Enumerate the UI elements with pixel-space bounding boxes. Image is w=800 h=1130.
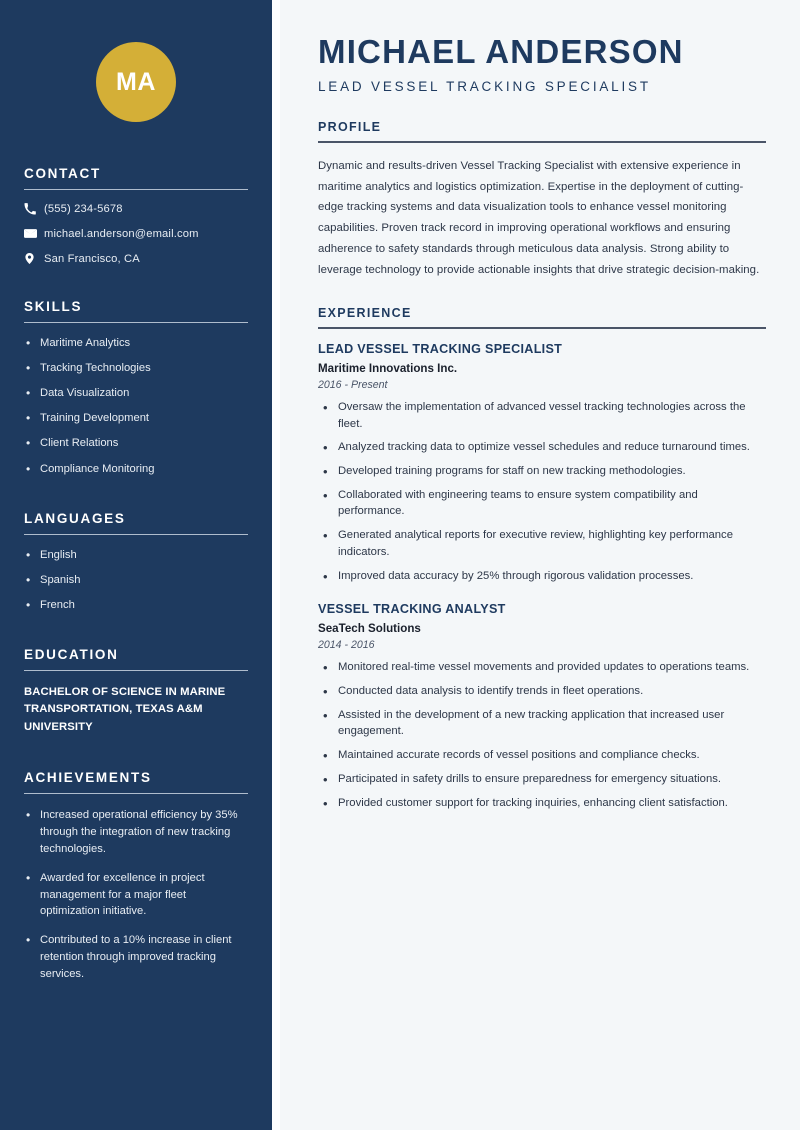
experience-company: Maritime Innovations Inc. bbox=[318, 361, 458, 375]
languages-divider bbox=[24, 534, 248, 535]
list-item: • Conducted data analysis to identify trends in fleet operations. bbox=[320, 683, 766, 700]
column-gap bbox=[272, 0, 280, 1130]
profile-section bbox=[318, 120, 766, 280]
list-item: • Awarded for excellence in project management for a major fleet optimization initiative. bbox=[24, 870, 248, 920]
list-item: • Participated in safety drills to ensure preparedness for emergency situations. bbox=[320, 771, 766, 788]
education-divider bbox=[24, 670, 248, 671]
education-section bbox=[24, 647, 248, 737]
contact-email-value: michael.anderson@email.com bbox=[44, 227, 199, 240]
experience-dates: 2014 - 2016 bbox=[318, 639, 375, 652]
languages-list bbox=[24, 548, 248, 613]
list-item: • Maintained accurate records of vessel positions and compliance checks. bbox=[320, 747, 766, 764]
experience-role: LEAD VESSEL TRACKING SPECIALIST bbox=[318, 341, 563, 356]
list-item: • Client Relations bbox=[24, 436, 248, 451]
experience-entry bbox=[318, 602, 766, 811]
list-item: • Oversaw the implementation of advanced vessel tracking technologies across the fleet. bbox=[320, 399, 766, 432]
list-item: • Increased operational efficiency by 35% through the integration of new tracking technologies. bbox=[24, 807, 248, 857]
list-item: • Tracking Technologies bbox=[24, 361, 248, 376]
sidebar bbox=[0, 0, 272, 1130]
experience-bullets bbox=[318, 659, 766, 811]
languages-section bbox=[24, 511, 248, 613]
avatar: MA bbox=[96, 42, 176, 122]
envelope-icon bbox=[24, 227, 44, 240]
location-pin-icon bbox=[24, 252, 44, 265]
contact-divider bbox=[24, 189, 248, 190]
list-item: • Monitored real-time vessel movements and provided updates to operations teams. bbox=[320, 659, 766, 676]
skills-heading: SKILLS bbox=[24, 299, 83, 314]
list-item: • Developed training programs for staff on new tracking methodologies. bbox=[320, 463, 766, 480]
profile-text: Dynamic and results-driven Vessel Tracking Specialist with extensive experience in maritime analytics and logistics optimization. Expertise in the deployment of cutting-edge tracking systems and data visualization tools to enhance vessel monitoring capabilities. Proven track record in improving operational workflows and ensuring adherence to safety standards through meticulous data analysis. Strong ability to leverage technology to provide actionable insights that drive strategic decision-making. bbox=[318, 159, 760, 276]
page-title: MICHAEL ANDERSON bbox=[318, 33, 684, 70]
contact-item-email[interactable] bbox=[24, 227, 248, 240]
list-item: • Generated analytical reports for executive review, highlighting key performance indicators. bbox=[320, 527, 766, 560]
list-item: • Collaborated with engineering teams to ensure system compatibility and performance. bbox=[320, 487, 766, 520]
list-item: • Contributed to a 10% increase in client retention through improved tracking services. bbox=[24, 932, 248, 982]
list-item: • English bbox=[24, 548, 248, 563]
contact-section bbox=[24, 166, 248, 265]
list-item: • Spanish bbox=[24, 573, 248, 588]
main-content bbox=[280, 0, 800, 1130]
list-item: • Improved data accuracy by 25% through rigorous validation processes. bbox=[320, 568, 766, 585]
list-item: • Data Visualization bbox=[24, 386, 248, 401]
list-item: • Provided customer support for tracking inquiries, enhancing client satisfaction. bbox=[320, 795, 766, 812]
contact-item-location[interactable] bbox=[24, 252, 248, 265]
education-heading: EDUCATION bbox=[24, 646, 119, 662]
headline: LEAD VESSEL TRACKING SPECIALIST bbox=[318, 79, 651, 95]
experience-entry bbox=[318, 342, 766, 584]
contact-location-value: San Francisco, CA bbox=[44, 252, 140, 265]
list-item: • Training Development bbox=[24, 411, 248, 426]
experience-bullets bbox=[318, 399, 766, 584]
achievements-section bbox=[24, 770, 248, 982]
experience-role: VESSEL TRACKING ANALYST bbox=[318, 602, 506, 617]
languages-heading: LANGUAGES bbox=[24, 510, 126, 526]
experience-section bbox=[318, 306, 766, 811]
contact-heading: CONTACT bbox=[24, 166, 101, 181]
profile-divider bbox=[318, 141, 766, 143]
skills-divider bbox=[24, 322, 248, 323]
list-item: • Compliance Monitoring bbox=[24, 462, 248, 477]
education-entry: BACHELOR OF SCIENCE IN MARINE TRANSPORTATION, TEXAS A&M UNIVERSITY bbox=[24, 685, 226, 733]
achievements-heading: ACHIEVEMENTS bbox=[24, 770, 152, 786]
experience-divider bbox=[318, 327, 766, 329]
experience-dates: 2016 - Present bbox=[318, 378, 388, 391]
contact-item-phone[interactable] bbox=[24, 203, 248, 215]
profile-heading: PROFILE bbox=[318, 120, 382, 135]
list-item: • Assisted in the development of a new tracking application that increased user engagement. bbox=[320, 707, 766, 740]
experience-company: SeaTech Solutions bbox=[318, 622, 421, 636]
list-item: • French bbox=[24, 598, 248, 613]
skills-list bbox=[24, 336, 248, 477]
skills-section bbox=[24, 299, 248, 477]
list-item: • Maritime Analytics bbox=[24, 336, 248, 351]
experience-heading: EXPERIENCE bbox=[318, 306, 412, 321]
achievements-list bbox=[24, 807, 248, 982]
contact-phone-value: (555) 234-5678 bbox=[44, 203, 123, 215]
achievements-divider bbox=[24, 793, 248, 794]
list-item: • Analyzed tracking data to optimize vessel schedules and reduce turnaround times. bbox=[320, 439, 766, 456]
phone-icon bbox=[24, 203, 44, 215]
avatar-container bbox=[24, 0, 248, 166]
